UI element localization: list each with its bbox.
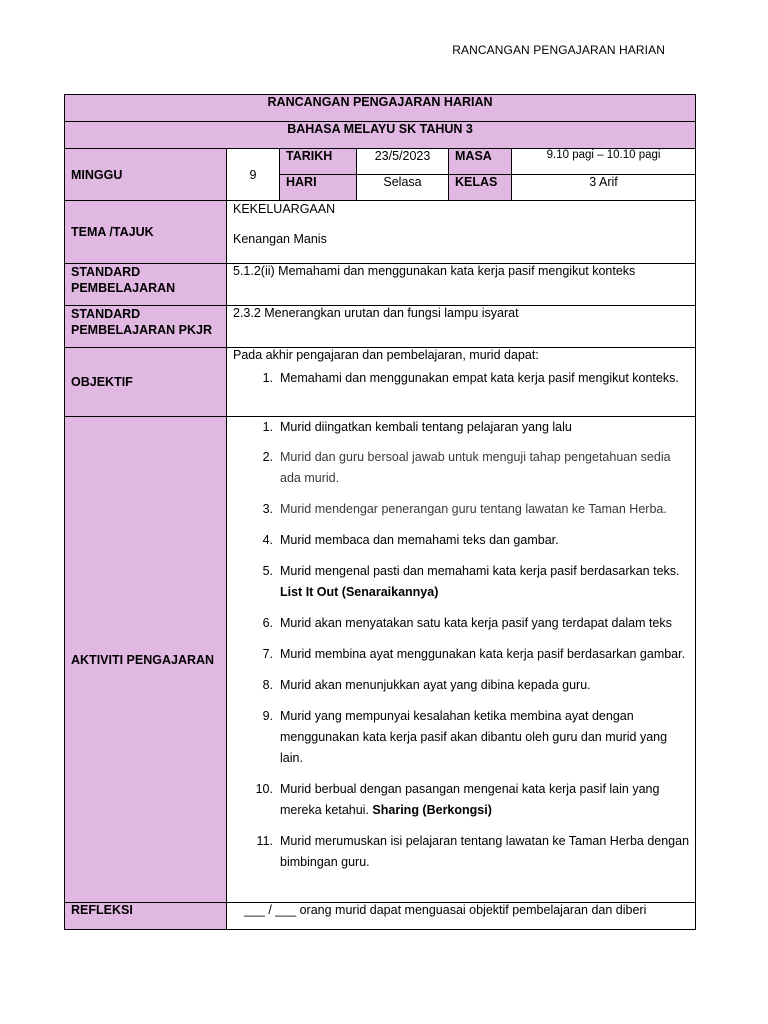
tarikh-label: TARIKH bbox=[280, 149, 357, 175]
list-item bbox=[233, 417, 689, 438]
list-item bbox=[233, 675, 689, 696]
list-item-number: 6. bbox=[262, 616, 273, 630]
list-item-number: 1. bbox=[262, 420, 273, 434]
list-item-main-text: Murid diingatkan kembali tentang pelajaran yang lalu bbox=[280, 420, 572, 434]
pkjr-label: STANDARD PEMBELAJARAN PKJR bbox=[65, 306, 227, 348]
objektif-list bbox=[233, 371, 689, 385]
list-item bbox=[233, 644, 689, 665]
list-item bbox=[233, 447, 689, 489]
kelas-value: 3 Arif bbox=[512, 175, 696, 201]
list-item-number: 3. bbox=[262, 502, 273, 516]
list-item bbox=[233, 561, 689, 603]
list-item-main-text: Murid yang mempunyai kesalahan ketika membina ayat dengan menggunakan kata kerja pasif akan dibantu oleh guru dan murid yang lain. bbox=[280, 709, 668, 765]
pkjr-value: 2.3.2 Menerangkan urutan dan fungsi lampu isyarat bbox=[227, 306, 696, 348]
list-item bbox=[233, 499, 689, 520]
list-item-number: 10. bbox=[255, 782, 273, 796]
masa-label: MASA bbox=[449, 149, 512, 175]
list-item-text bbox=[280, 706, 689, 769]
list-item-number: 5. bbox=[262, 564, 273, 578]
list-item-main-text: Murid merumuskan isi pelajaran tentang lawatan ke Taman Herba dengan bimbingan guru. bbox=[280, 834, 690, 869]
list-item-main-text: Murid dan guru bersoal jawab untuk menguji tahap pengetahuan sedia ada murid. bbox=[280, 450, 671, 485]
list-item-text bbox=[280, 447, 689, 489]
objektif-cell bbox=[227, 348, 696, 417]
list-item-main-text: Murid akan menyatakan satu kata kerja pasif yang terdapat dalam teks bbox=[280, 616, 672, 630]
kelas-label: KELAS bbox=[449, 175, 512, 201]
subject-title: BAHASA MELAYU SK TAHUN 3 bbox=[65, 122, 696, 149]
list-item bbox=[233, 706, 689, 769]
list-item-text bbox=[280, 561, 689, 603]
list-item-main-text: Murid mengenal pasti dan memahami kata kerja pasif berdasarkan teks. bbox=[280, 564, 680, 578]
list-item bbox=[233, 779, 689, 821]
list-item-main-text: Memahami dan menggunakan empat kata kerja pasif mengikut konteks. bbox=[280, 371, 679, 385]
aktiviti-list bbox=[233, 417, 689, 873]
list-item-text bbox=[280, 831, 689, 873]
page-header: RANCANGAN PENGAJARAN HARIAN bbox=[452, 43, 665, 57]
minggu-value: 9 bbox=[227, 149, 280, 201]
list-item-text bbox=[280, 675, 689, 696]
list-item-number: 9. bbox=[262, 709, 273, 723]
list-item-text bbox=[280, 499, 689, 520]
list-item-number: 11. bbox=[256, 834, 273, 848]
list-item-number: 2. bbox=[262, 450, 273, 464]
aktiviti-cell bbox=[227, 417, 696, 903]
list-item-main-text: Murid membina ayat menggunakan kata kerja pasif berdasarkan gambar. bbox=[280, 647, 686, 661]
list-item bbox=[233, 831, 689, 873]
lesson-plan-table bbox=[64, 94, 696, 930]
list-item-bold-text: Sharing (Berkongsi) bbox=[372, 803, 492, 817]
refleksi-value: ___ / ___ orang murid dapat menguasai objektif pembelajaran dan diberi bbox=[227, 903, 696, 930]
tema-line1: KEKELUARGAAN bbox=[233, 202, 336, 216]
standard-label: STANDARD PEMBELAJARAN bbox=[65, 264, 227, 306]
hari-label: HARI bbox=[280, 175, 357, 201]
list-item-bold-text: List It Out (Senaraikannya) bbox=[280, 585, 439, 599]
list-item-text bbox=[280, 613, 689, 634]
list-item-main-text: Murid berbual dengan pasangan mengenai kata kerja pasif lain yang mereka ketahui. bbox=[280, 782, 660, 817]
list-item-text bbox=[280, 417, 689, 438]
list-item-main-text: Murid membaca dan memahami teks dan gambar. bbox=[280, 533, 559, 547]
tema-label: TEMA /TAJUK bbox=[65, 201, 227, 264]
aktiviti-label: AKTIVITI PENGAJARAN bbox=[65, 417, 227, 903]
list-item-text bbox=[280, 530, 689, 551]
tema-line2: Kenangan Manis bbox=[233, 232, 327, 246]
list-item-number: 7. bbox=[262, 647, 273, 661]
masa-value: 9.10 pagi – 10.10 pagi bbox=[512, 149, 696, 175]
tarikh-value: 23/5/2023 bbox=[357, 149, 449, 175]
objektif-label: OBJEKTIF bbox=[65, 348, 227, 417]
list-item-number: 8. bbox=[262, 678, 273, 692]
list-item bbox=[233, 530, 689, 551]
list-item bbox=[233, 613, 689, 634]
list-item-main-text: Murid mendengar penerangan guru tentang lawatan ke Taman Herba. bbox=[280, 502, 667, 516]
standard-value: 5.1.2(ii) Memahami dan menggunakan kata kerja pasif mengikut konteks bbox=[227, 264, 696, 306]
minggu-label: MINGGU bbox=[65, 149, 227, 201]
refleksi-label: REFLEKSI bbox=[65, 903, 227, 930]
tema-cell bbox=[227, 201, 696, 264]
list-item-number: 4. bbox=[262, 533, 273, 547]
list-item-text bbox=[280, 644, 689, 665]
list-item-text bbox=[280, 779, 689, 821]
list-item bbox=[233, 371, 689, 385]
hari-value: Selasa bbox=[357, 175, 449, 201]
list-item-main-text: Murid akan menunjukkan ayat yang dibina kepada guru. bbox=[280, 678, 591, 692]
list-item-text bbox=[280, 371, 689, 385]
list-item-number: 1. bbox=[262, 371, 273, 385]
main-title: RANCANGAN PENGAJARAN HARIAN bbox=[65, 95, 696, 122]
objektif-intro: Pada akhir pengajaran dan pembelajaran, murid dapat: bbox=[233, 348, 539, 362]
